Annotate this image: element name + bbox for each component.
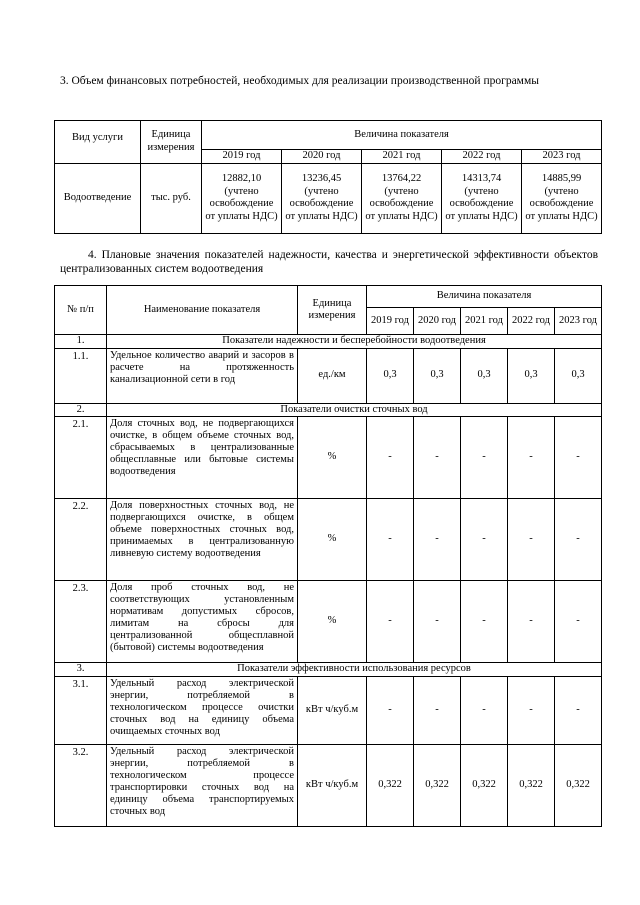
table-row xyxy=(55,676,602,744)
header-value: Величина показателя xyxy=(367,286,602,308)
row-value: 0,3 xyxy=(508,348,555,403)
row-num: 2.2. xyxy=(55,499,107,581)
row-name: Удельный расход электрической энергии, потребляемой в технологическом процессе транспортировки сточных вод на единицу объема транспортируемых сточных вод xyxy=(107,744,298,826)
value-note: (учтено освобождение от уплаты НДС) xyxy=(445,185,518,222)
table-row xyxy=(55,163,602,233)
row-value: - xyxy=(414,676,461,744)
row-value: 0,3 xyxy=(461,348,508,403)
row-num: 2.1. xyxy=(55,417,107,499)
year-header: 2023 год xyxy=(522,150,602,164)
row-unit: кВт ч/куб.м xyxy=(298,744,367,826)
value-note: (учтено освобождение от уплаты НДС) xyxy=(365,185,438,222)
row-value: - xyxy=(508,676,555,744)
service-name: Водоотведение xyxy=(55,163,141,233)
row-unit: % xyxy=(298,581,367,663)
value-cell xyxy=(522,163,602,233)
year-header: 2022 год xyxy=(442,150,522,164)
row-name: Удельное количество аварий и засоров в расчете на протяженность канализационной сети в год xyxy=(107,348,298,403)
row-value: - xyxy=(508,499,555,581)
row-value: 0,3 xyxy=(414,348,461,403)
row-value: 0,322 xyxy=(414,744,461,826)
row-value: - xyxy=(367,581,414,663)
row-name: Доля сточных вод, не подвергающихся очистке, в общем объеме сточных вод, сбрасываемых в централизованные общесплавные или бытовые системы водоотведения xyxy=(107,417,298,499)
value-note: (учтено освобождение от уплаты НДС) xyxy=(285,185,358,222)
service-unit: тыс. руб. xyxy=(141,163,202,233)
table-row xyxy=(55,417,602,499)
row-name: Удельный расход электрической энергии, потребляемой в технологическом процессе очистки сточных вод на единицу объема очищаемых сточных вод xyxy=(107,676,298,744)
row-num: 1.1. xyxy=(55,348,107,403)
row-unit: ед./км xyxy=(298,348,367,403)
year-header: 2023 год xyxy=(555,308,602,335)
row-value: - xyxy=(555,676,602,744)
row-unit: % xyxy=(298,417,367,499)
row-value: - xyxy=(461,581,508,663)
header-unit: Единица измерения xyxy=(141,121,202,164)
value-amount: 12882,10 xyxy=(221,173,262,184)
value-amount: 13236,45 xyxy=(301,173,342,184)
row-value: 0,3 xyxy=(367,348,414,403)
year-header: 2021 год xyxy=(362,150,442,164)
header-name: Наименование показателя xyxy=(107,286,298,335)
row-value: - xyxy=(508,417,555,499)
group-title: Показатели надежности и бесперебойности водоотведения xyxy=(107,335,602,349)
table-row xyxy=(55,744,602,826)
row-name: Доля поверхностных сточных вод, не подвергающихся очистке, в общем объеме поверхностных сточных вод, принимаемых в централизованную ливневую систему водоотведения xyxy=(107,499,298,581)
indicators-table xyxy=(54,285,602,827)
table-row xyxy=(55,499,602,581)
value-amount: 14885,99 xyxy=(541,173,582,184)
row-value: 0,322 xyxy=(555,744,602,826)
row-unit: % xyxy=(298,499,367,581)
row-name: Доля проб сточных вод, не соответствующих установленным нормативам допустимых сбросов, лимитам на сбросы для централизованной общесплавной (бытовой) системы водоотведения xyxy=(107,581,298,663)
row-value: - xyxy=(367,676,414,744)
header-unit: Единица измерения xyxy=(298,286,367,335)
row-value: - xyxy=(461,499,508,581)
row-value: 0,3 xyxy=(555,348,602,403)
header-num: № п/п xyxy=(55,286,107,335)
value-cell xyxy=(442,163,522,233)
group-num: 1. xyxy=(55,335,107,349)
group-row xyxy=(55,403,602,417)
row-value: - xyxy=(414,581,461,663)
group-title: Показатели эффективности использования ресурсов xyxy=(107,663,602,677)
row-value: - xyxy=(367,499,414,581)
header-service: Вид услуги xyxy=(55,121,141,164)
value-amount: 13764,22 xyxy=(381,173,422,184)
row-value: - xyxy=(555,581,602,663)
header-value: Величина показателя xyxy=(202,121,602,150)
financial-needs-table xyxy=(54,120,602,234)
year-header: 2020 год xyxy=(414,308,461,335)
year-header: 2019 год xyxy=(202,150,282,164)
value-cell xyxy=(362,163,442,233)
table-row xyxy=(55,581,602,663)
row-value: - xyxy=(414,417,461,499)
group-title: Показатели очистки сточных вод xyxy=(107,403,602,417)
value-note: (учтено освобождение от уплаты НДС) xyxy=(525,185,598,222)
value-cell xyxy=(282,163,362,233)
row-value: - xyxy=(555,417,602,499)
row-value: 0,322 xyxy=(461,744,508,826)
group-row xyxy=(55,335,602,349)
row-unit: кВт ч/куб.м xyxy=(298,676,367,744)
row-num: 3.1. xyxy=(55,676,107,744)
value-cell xyxy=(202,163,282,233)
group-row xyxy=(55,663,602,677)
row-value: - xyxy=(555,499,602,581)
year-header: 2020 год xyxy=(282,150,362,164)
group-num: 3. xyxy=(55,663,107,677)
row-value: 0,322 xyxy=(508,744,555,826)
value-note: (учтено освобождение от уплаты НДС) xyxy=(205,185,278,222)
row-num: 3.2. xyxy=(55,744,107,826)
row-value: 0,322 xyxy=(367,744,414,826)
row-value: - xyxy=(508,581,555,663)
row-value: - xyxy=(461,417,508,499)
year-header: 2019 год xyxy=(367,308,414,335)
group-num: 2. xyxy=(55,403,107,417)
row-value: - xyxy=(461,676,508,744)
row-num: 2.3. xyxy=(55,581,107,663)
value-amount: 14313,74 xyxy=(461,173,502,184)
row-value: - xyxy=(414,499,461,581)
table-row xyxy=(55,348,602,403)
section-3-heading: 3. Объем финансовых потребностей, необходимых для реализации производственной программы xyxy=(60,75,539,87)
row-value: - xyxy=(367,417,414,499)
year-header: 2021 год xyxy=(461,308,508,335)
section-4-heading: 4. Плановые значения показателей надежности, качества и энергетической эффективности объектов централизованных систем водоотведения xyxy=(60,249,598,275)
year-header: 2022 год xyxy=(508,308,555,335)
